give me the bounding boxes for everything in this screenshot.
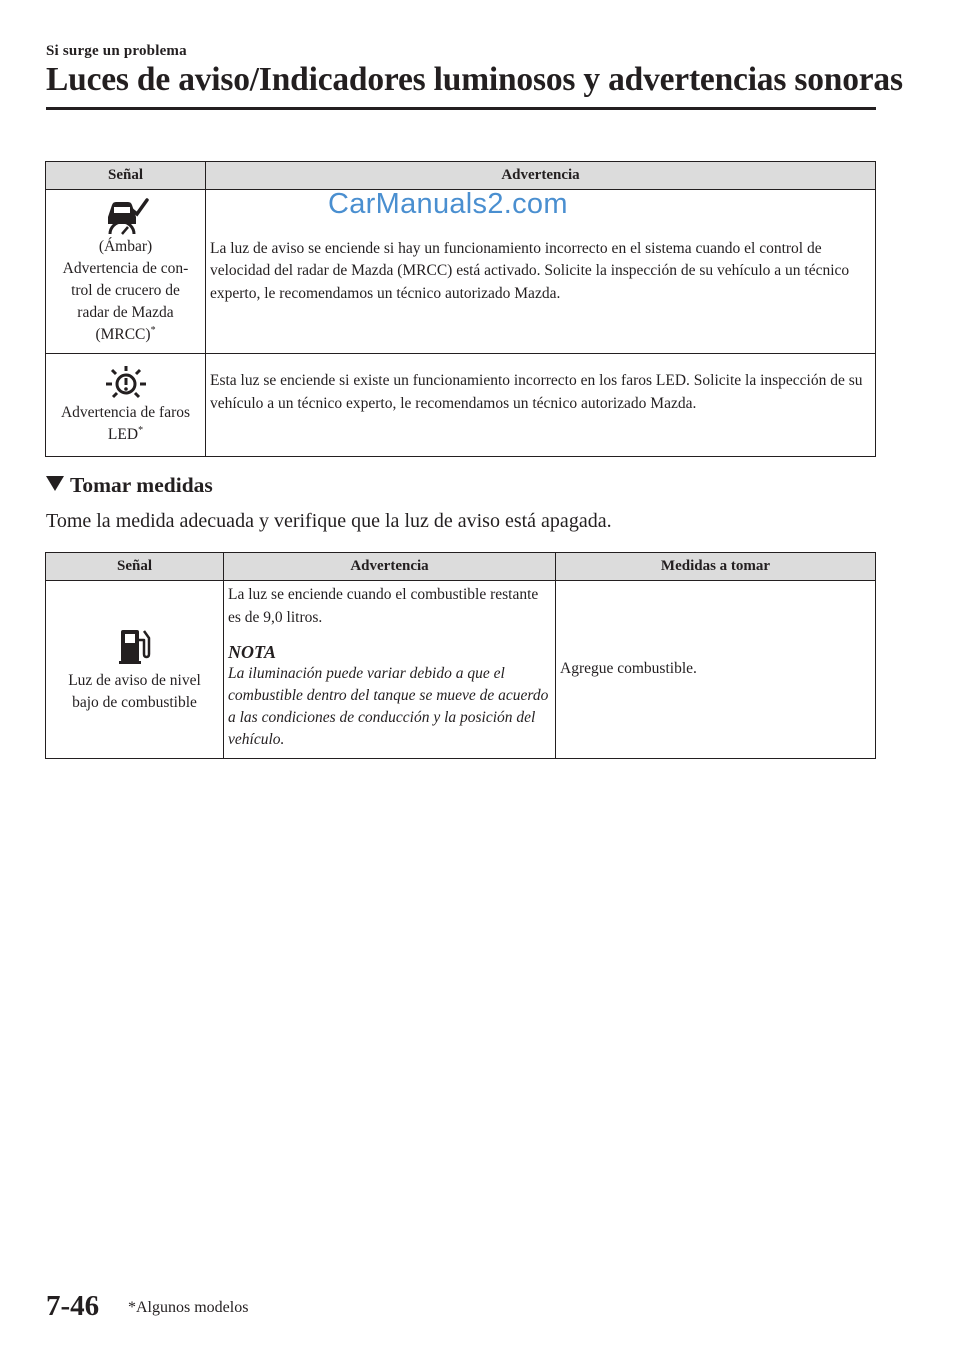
title-rule (46, 107, 876, 110)
action-table (45, 552, 876, 759)
signal-line: radar de Mazda (77, 303, 174, 321)
fuel-pump-icon (117, 626, 153, 666)
action-cell: Agregue combustible. (556, 581, 876, 759)
header-signal: Señal (46, 553, 224, 581)
signal-line: bajo de combustible (72, 693, 197, 711)
signal-cell (46, 190, 206, 354)
mrcc-warning-icon (102, 198, 150, 236)
table-row (46, 354, 876, 457)
table-row (46, 581, 876, 759)
signal-cell (46, 354, 206, 457)
signal-line-last (48, 324, 203, 346)
section-heading (46, 473, 213, 498)
note-title: NOTA (228, 642, 277, 662)
warning-cell: Esta luz se enciende si existe un funcionamiento incorrecto en los faros LED. Solicite la inspección de su vehículo a un técnico experto, le recomendamos un técnico autorizado Mazda. (206, 354, 876, 457)
signal-line: (MRCC) (95, 325, 151, 343)
page-number: 7-46 (46, 1290, 100, 1322)
running-head: Si surge un problema (46, 43, 187, 59)
signal-cell (46, 581, 224, 759)
signal-line: trol de crucero de (71, 281, 180, 299)
warning-cell (224, 581, 556, 759)
signal-line: (Ámbar) (98, 237, 153, 255)
footnote-mark: * (138, 424, 144, 436)
table-header-row (46, 553, 876, 581)
signal-line: LED (107, 426, 139, 443)
warning-cell: La luz de aviso se enciende si hay un funcionamiento incorrecto en el sistema cuando el control de velocidad del radar de Mazda (MRCC) está activado. Solicite la inspección de su vehículo a un técnico experto, le recomendamos un técnico autorizado Mazda. (206, 190, 876, 354)
warning-text: La luz se enciende cuando el combustible restante es de 9,0 litros. (228, 586, 539, 626)
watermark: CarManuals2.com (328, 188, 568, 220)
header-warning: Advertencia (224, 553, 556, 581)
table-header-row (46, 162, 876, 190)
signal-line: Advertencia de con- (62, 259, 189, 277)
chapter-title: Luces de aviso/Indicadores luminosos y advertencias sonoras (46, 61, 903, 98)
section-heading-text: Tomar medidas (70, 473, 213, 497)
footnote-mark: * (150, 324, 156, 336)
section-intro: Tome la medida adecuada y verifique que la luz de aviso está apagada. (46, 510, 612, 532)
header-signal: Señal (46, 162, 206, 190)
footnote: *Algunos modelos (128, 1299, 249, 1316)
header-warning: Advertencia (206, 162, 876, 190)
header-action: Medidas a tomar (556, 553, 876, 581)
signal-line: Advertencia de faros (60, 404, 191, 421)
signal-line: Luz de aviso de nivel (68, 671, 201, 689)
triangle-down-icon (46, 476, 64, 491)
led-headlight-warning-icon (101, 364, 151, 402)
signal-line-last (48, 424, 203, 446)
note-text: La iluminación puede variar debido a que el combustible dentro del tanque se mueve de acuerdo a las condiciones de conducción y la posición del vehículo. (228, 665, 549, 748)
